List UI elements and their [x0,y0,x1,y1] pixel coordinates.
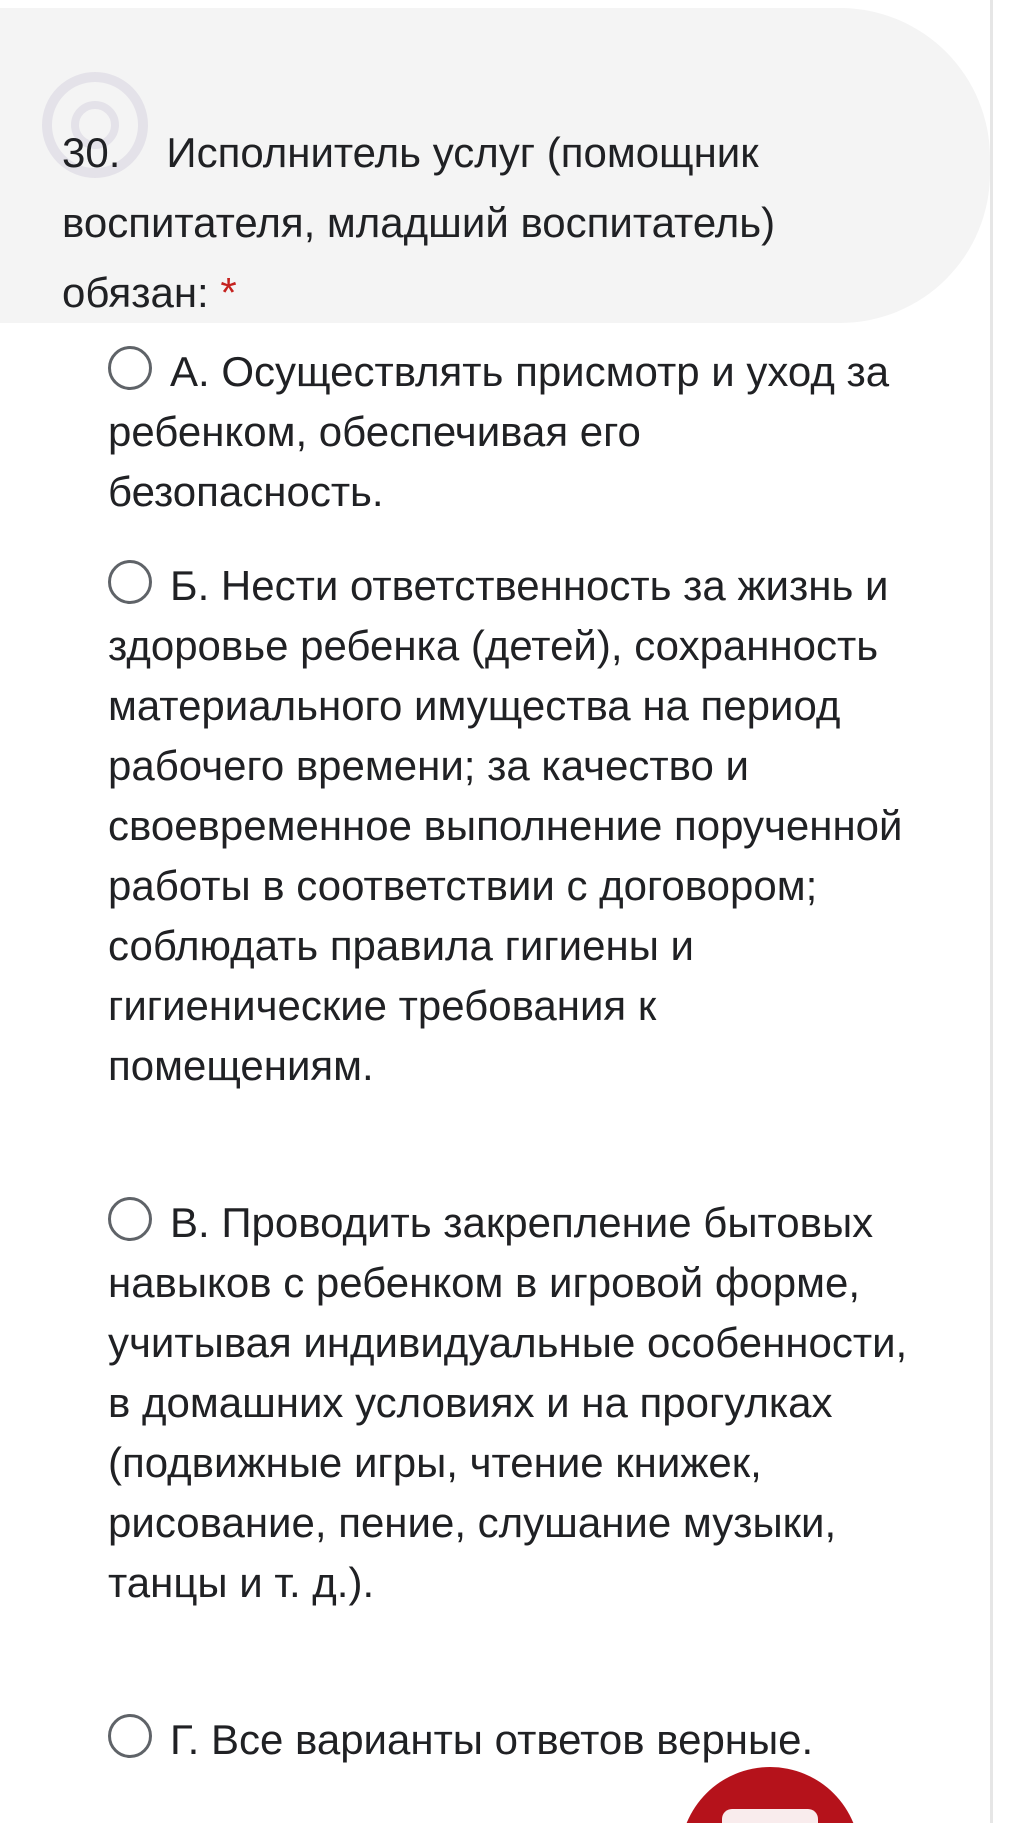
option-g[interactable] [108,1710,908,1770]
radio-button-icon[interactable] [108,1197,152,1241]
option-b[interactable] [108,556,908,1096]
question-number: 30. [62,129,121,176]
radio-button-icon[interactable] [108,346,152,390]
radio-button-icon[interactable] [108,560,152,604]
chat-fab-button[interactable] [680,1767,860,1823]
radio-button-icon[interactable] [108,1714,152,1758]
option-label: Б. Нести ответственность за жизнь и здоровье ребенка (детей), сохранность материального имущества на период рабочего времени; за качество и своевременное выполнение порученной работы в соответствии с договором; соблюдать правила гигиены и гигиенические требования к помещениям. [108,562,903,1089]
option-v[interactable] [108,1193,908,1613]
option-a[interactable] [108,342,908,522]
required-mark: * [220,269,237,316]
option-label: В. Проводить закрепление бытовых навыков с ребенком в игровой форме, учитывая индивидуальные особенности, в домашних условиях и на прогулках (подвижные игры, чтение книжек, рисование, пение, слушание музыки, танцы и т. д.). [108,1199,908,1606]
option-label: А. Осуществлять присмотр и уход за ребенком, обеспечивая его безопасность. [108,348,890,515]
page-right-border [990,0,993,1823]
question-text: Исполнитель услуг (помощник воспитателя, младший воспитатель) обязан: [62,129,776,316]
question-title [62,118,902,328]
chat-icon [722,1809,818,1823]
option-label: Г. Все варианты ответов верные. [170,1716,814,1763]
